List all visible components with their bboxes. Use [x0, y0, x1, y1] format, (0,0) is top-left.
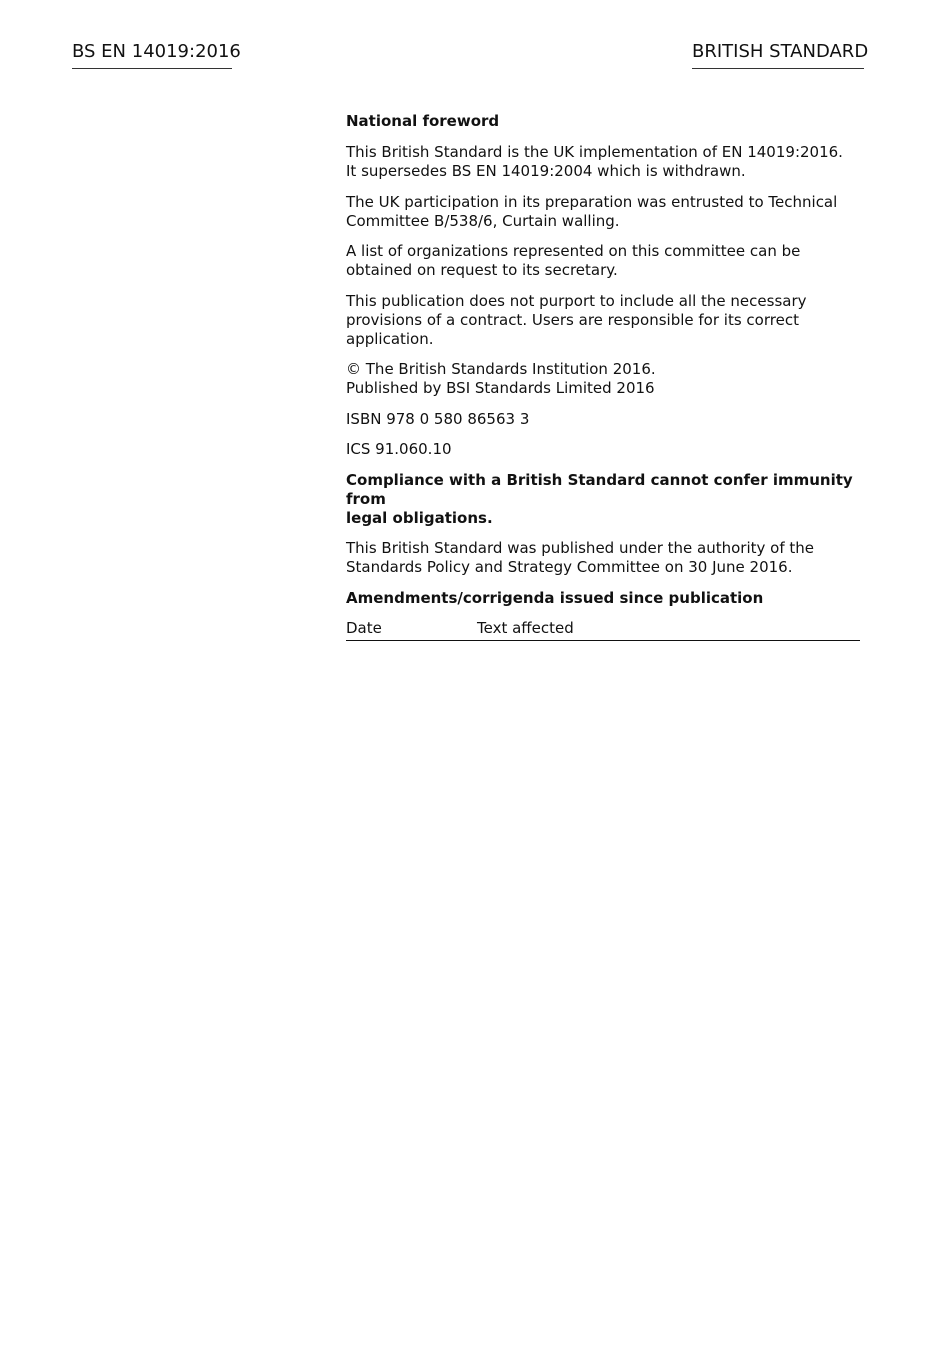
- standard-type-label: BRITISH STANDARD: [692, 40, 864, 69]
- copyright-paragraph: © The British Standards Institution 2016. Published by BSI Standards Limited 2016: [346, 360, 656, 397]
- compliance-notice: Compliance with a British Standard cannot confer immunity from legal obligations.: [346, 470, 853, 527]
- text-affected-column-header: Text affected: [477, 619, 860, 641]
- ics-paragraph: ICS 91.060.10: [346, 440, 452, 458]
- implementation-paragraph: This British Standard is the UK implementation of EN 14019:2016. It supersedes BS EN 14019:2004 which is withdrawn.: [346, 143, 843, 180]
- amendments-table: [346, 619, 860, 641]
- authority-statement: This British Standard was published under the authority of the Standards Policy and Strategy Committee on 30 June 2016.: [346, 539, 815, 576]
- amendments-header-row: [346, 619, 860, 641]
- national-foreword-section: [346, 112, 860, 641]
- organizations-paragraph: A list of organizations represented on this committee can be obtained on request to its secretary.: [346, 242, 801, 279]
- committee-paragraph: The UK participation in its preparation was entrusted to Technical Committee B/538/6, Curtain walling.: [346, 192, 838, 230]
- contract-provisions-paragraph: This publication does not purport to include all the necessary provisions of a contract. Users are responsible for its correct application.: [346, 291, 807, 348]
- amendments-title: Amendments/corrigenda issued since publication: [346, 588, 764, 607]
- isbn-paragraph: ISBN 978 0 580 86563 3: [346, 409, 530, 428]
- foreword-title: National foreword: [346, 112, 500, 130]
- document-number: BS EN 14019:2016: [72, 40, 232, 69]
- date-column-header: Date: [346, 619, 477, 641]
